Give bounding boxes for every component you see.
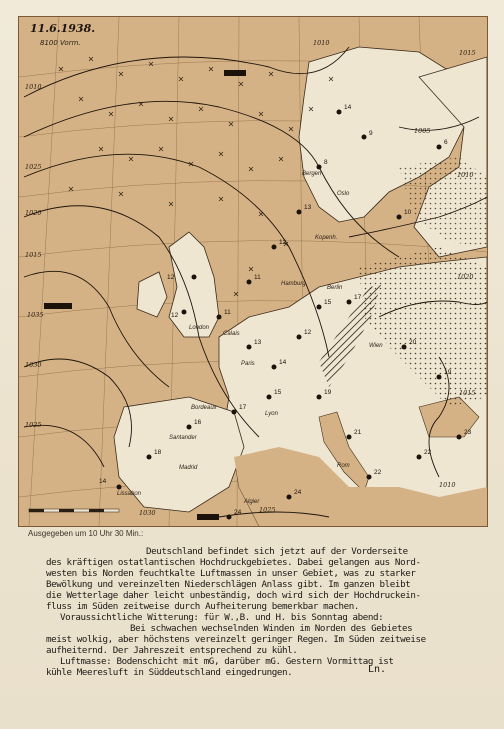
svg-text:22: 22 [424, 449, 432, 456]
isobar-label: 1020 [25, 209, 42, 217]
svg-text:14: 14 [99, 478, 107, 485]
svg-text:16: 16 [194, 419, 202, 426]
svg-text:6: 6 [444, 139, 448, 146]
isobar-label: 1010 [313, 39, 330, 47]
svg-text:24: 24 [234, 509, 242, 516]
forecast-line: Bewölkung und vereinzelten Niederschlägen Anlass gibt. Im ganzen bleibt [46, 579, 411, 590]
city-label: Berlin [327, 285, 343, 291]
isobar-label: 1025 [259, 506, 276, 514]
city-label: Kopenh. [315, 235, 338, 241]
city-label: Algier [244, 499, 260, 505]
svg-text:12: 12 [304, 329, 312, 336]
svg-text:13: 13 [254, 339, 262, 346]
svg-text:12: 12 [279, 239, 287, 246]
isobar-label: 1025 [25, 421, 42, 429]
forecast-line: die Wetterlage daher leicht unbeständig, doch wird sich der Hochdruckein- [46, 590, 421, 601]
city-label: Calais [223, 331, 240, 337]
city-label: Lissabon [117, 491, 142, 497]
isobar-label: 1015 [459, 49, 476, 57]
signature-initials: Ln. [368, 664, 387, 675]
forecast-line: westen bis Norden feuchtkalte Luftmassen in unser Gebiet, was zu starker [46, 568, 416, 579]
svg-text:15: 15 [274, 389, 282, 396]
map-time: 8100 Vorm. [40, 39, 81, 47]
forecast-line: des kräftigen ostatlantischen Hochdruckgebietes. Dabei gelangen aus Nord- [46, 557, 421, 568]
svg-text:23: 23 [464, 429, 472, 436]
forecast-text [46, 546, 486, 678]
svg-text:10: 10 [404, 209, 412, 216]
city-label: London [189, 325, 210, 331]
svg-text:17: 17 [239, 404, 247, 411]
svg-text:14: 14 [344, 104, 352, 111]
isobar-label: 1030 [139, 509, 156, 517]
svg-text:22: 22 [374, 469, 382, 476]
isobar-label: 1030 [25, 361, 42, 369]
issued-time-label: Ausgegeben um 10 Uhr 30 Min.: [28, 529, 144, 538]
isobar-label: 1005 [414, 127, 431, 135]
svg-text:9: 9 [369, 130, 373, 137]
svg-text:17: 17 [354, 294, 362, 301]
svg-text:11: 11 [254, 274, 261, 281]
city-label: Oslo [337, 191, 350, 197]
svg-text:21: 21 [354, 429, 362, 436]
isobar-label: 1025 [25, 163, 42, 171]
svg-text:19: 19 [444, 369, 452, 376]
scale-bar [29, 509, 119, 512]
svg-text:19: 19 [324, 389, 332, 396]
isobar-label: 1010 [457, 171, 474, 179]
svg-text:14: 14 [279, 359, 287, 366]
isobar-label: 1015 [25, 251, 42, 259]
svg-text:20: 20 [409, 339, 417, 346]
svg-text:12: 12 [171, 312, 179, 319]
weather-map-graphic [19, 17, 487, 526]
forecast-line: meist wolkig, aber höchstens vereinzelt geringer Regen. Im Süden zeitweise [46, 634, 426, 645]
svg-text:11: 11 [224, 309, 231, 316]
forecast-line: aufheiternd. Der Jahreszeit entsprechend zu kühl. [46, 645, 298, 656]
weather-map [18, 16, 488, 527]
city-label: Santander [169, 435, 197, 441]
city-label: Paris [241, 361, 255, 367]
forecast-line: Luftmasse: Bodenschicht mit mG, darüber mG. Gestern Vormittag ist [60, 656, 394, 667]
forecast-line: kühle Meeresluft in Süddeutschland eingedrungen. [46, 667, 293, 678]
forecast-line: fluss im Süden zeitweise durch Aufheiterung bemerkbar machen. [46, 601, 360, 612]
city-label: Bordeaux [191, 405, 217, 411]
city-label: Lyon [265, 411, 278, 417]
city-label: Bergen [302, 171, 322, 177]
svg-text:15: 15 [324, 299, 332, 306]
svg-text:12: 12 [167, 274, 175, 281]
city-label: Rom [337, 463, 350, 469]
svg-text:13: 13 [304, 204, 312, 211]
svg-text:24: 24 [294, 489, 302, 496]
forecast-line: Bei schwachen wechselnden Winden im Norden des Gebietes [130, 623, 413, 634]
city-label: Wien [369, 343, 383, 349]
isobar-label: 1015 [459, 389, 476, 397]
isobar-label: 1020 [457, 273, 474, 281]
city-label: Hamburg [281, 281, 306, 287]
isobar-label: 1010 [439, 481, 456, 489]
map-date: 11.6.1938. [30, 22, 96, 35]
svg-text:8: 8 [324, 159, 328, 166]
isobar-label: 1035 [27, 311, 44, 319]
forecast-line: Deutschland befindet sich jetzt auf der Vorderseite [146, 546, 408, 557]
city-label: Madrid [179, 465, 198, 471]
svg-text:18: 18 [154, 449, 162, 456]
forecast-line: Voraussichtliche Witterung: für W.,B. und H. bis Sonntag abend: [60, 612, 384, 623]
isobar-label: 1010 [25, 83, 42, 91]
